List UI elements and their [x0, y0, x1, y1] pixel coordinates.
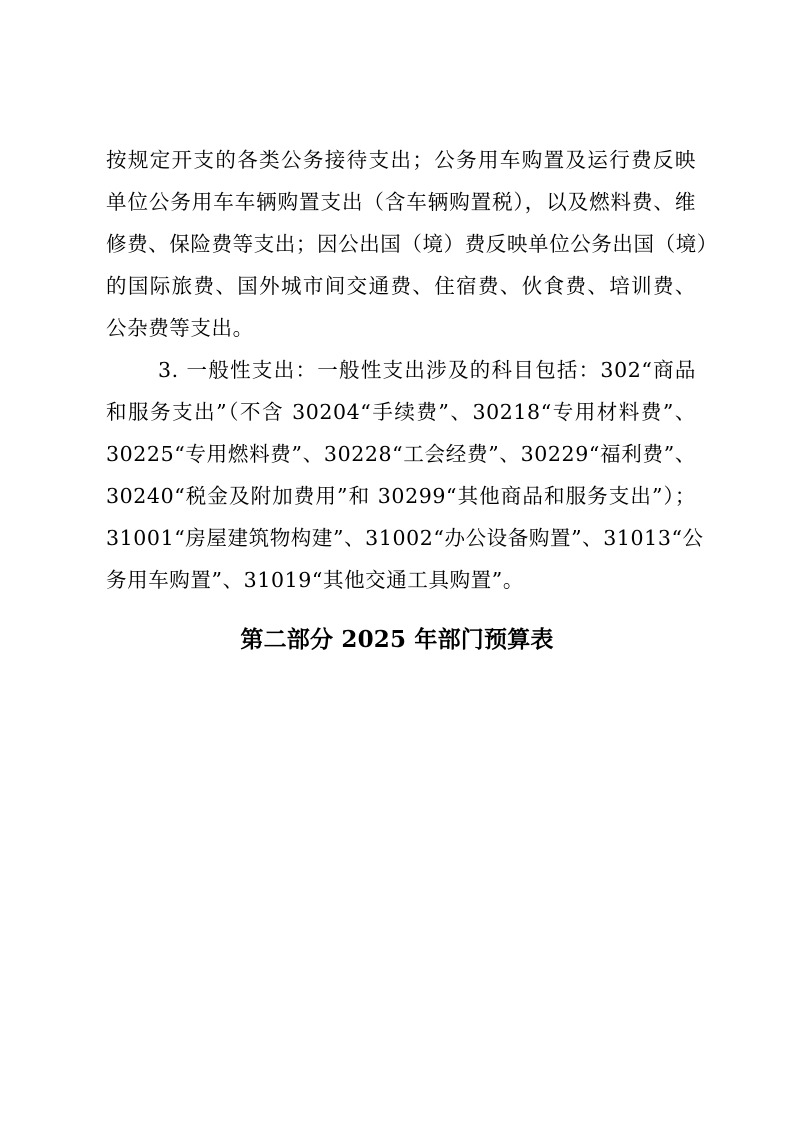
- paragraph-2-line-4: 30240“税金及附加费用”和 30299“其他商品和服务支出”）；: [106, 484, 696, 508]
- paragraph-1-line-1: 按规定开支的各类公务接待支出；公务用车购置及运行费反映: [106, 148, 696, 172]
- paragraph-1-line-4: 的国际旅费、国外城市间交通费、住宿费、伙食费、培训费、: [106, 274, 696, 298]
- paragraph-1-line-3: 修费、保险费等支出；因公出国（境）费反映单位公务出国（境）: [106, 232, 718, 256]
- paragraph-1-line-2: 单位公务用车车辆购置支出（含车辆购置税），以及燃料费、维: [106, 190, 696, 214]
- paragraph-2-line-2: 和服务支出”（不含 30204“手续费”、30218“专用材料费”、: [106, 400, 696, 424]
- section-title: 第二部分 2025 年部门预算表: [240, 626, 554, 653]
- paragraph-2-line-3: 30225“专用燃料费”、30228“工会经费”、30229“福利费”、: [106, 442, 696, 466]
- paragraph-2-line-5: 31001“房屋建筑物构建”、31002“办公设备购置”、31013“公: [106, 526, 704, 550]
- paragraph-2-line-1: 3. 一般性支出：一般性支出涉及的科目包括：302“商品: [158, 358, 696, 382]
- paragraph-2-line-6: 务用车购置”、31019“其他交通工具购置”。: [106, 568, 524, 592]
- paragraph-1-line-5: 公杂费等支出。: [106, 316, 254, 340]
